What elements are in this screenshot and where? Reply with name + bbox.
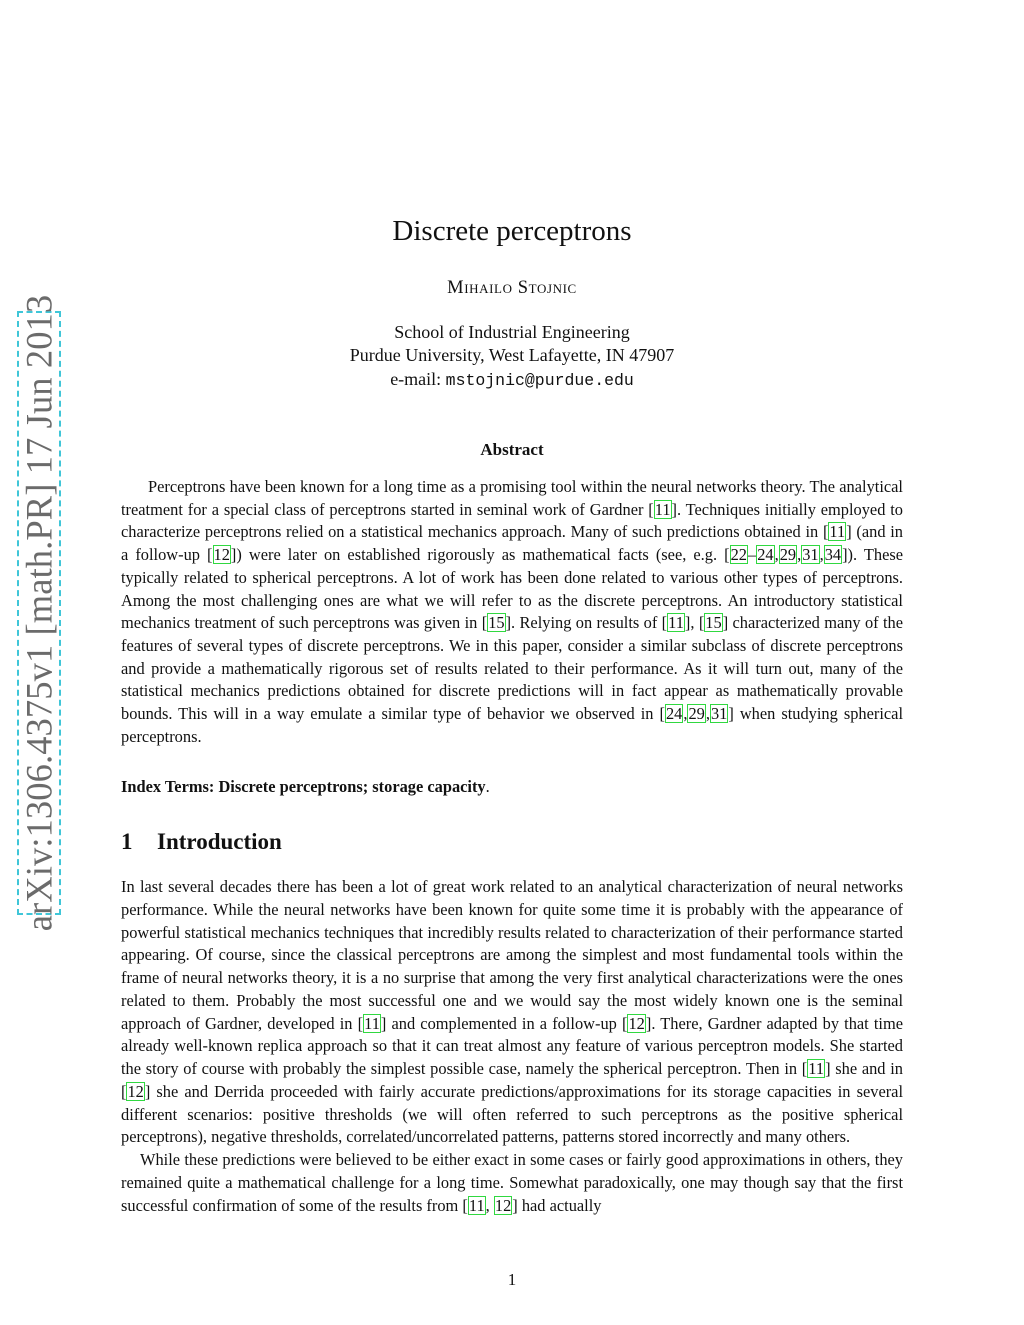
introduction-body (121, 876, 903, 1217)
citation-link[interactable]: 12 (213, 545, 230, 565)
citation-link[interactable]: 15 (705, 613, 722, 633)
arxiv-stamp[interactable]: arXiv:1306.4375v1 [math.PR] 17 Jun 2013 (18, 294, 60, 932)
section-title: Introduction (157, 829, 282, 854)
citation-link[interactable]: 22 (730, 545, 747, 565)
citation-link[interactable]: 12 (127, 1081, 144, 1101)
paper-title: Discrete perceptrons (392, 215, 632, 247)
citation-link[interactable]: 24 (665, 704, 683, 724)
index-terms: Index Terms: Discrete perceptrons; storage capacity. (121, 777, 490, 796)
citation-link[interactable]: 15 (488, 613, 505, 633)
citation-link[interactable]: 12 (494, 1195, 512, 1215)
citation-link[interactable]: 29 (779, 545, 797, 565)
abstract-heading: Abstract (480, 440, 544, 459)
citation-link[interactable]: 11 (829, 522, 846, 542)
abstract-body: Perceptrons have been known for a long time as a promising tool within the neural networks theory. The analytical treatment for a special class of perceptrons started in seminal work of Gardner [11]. Techniques initially employed to characterize perceptrons relied on a statistical mechanics approach. Many of such predictions obtained in [11] (and in a follow-up [12]) were later on established rigorously as mathematical facts (see, e.g. [22–24,29,31,34]). These typically related to spherical perceptrons. A lot of work has been done related to various other types of perceptrons. Among the most challenging ones are what we will refer to as the discrete perceptrons. An introductory statistical mechanics treatment of such perceptrons was given in [15]. Relying on results of [11], [15] characterized many of the features of several types of discrete perceptrons. We in this paper, consider a similar subclass of discrete perceptrons and provide a mathematically rigorous set of results related to their performance. As it will turn out, many of the statistical mechanics predictions obtained for discrete predictions will in fact appear as mathematically provable bounds. This will in a way emulate a similar type of behavior we observed in [24,29,31] when studying spherical perceptrons. (121, 477, 904, 746)
citation-link[interactable]: 11 (468, 1195, 485, 1215)
affiliation-school: School of Industrial Engineering (394, 322, 630, 342)
section-heading-introduction (121, 829, 282, 855)
citation-link[interactable]: 11 (364, 1013, 380, 1033)
page-number: 1 (507, 1270, 517, 1289)
email-address[interactable]: mstojnic@purdue.edu (445, 371, 634, 390)
citation-link[interactable]: 29 (688, 704, 705, 724)
intro-paragraph: In last several decades there has been a lot of great work related to an analytical characterization of neural networks performance. While the neural networks have been known for quite some time it is probably with the appearance of powerful statistical mechanics techniques that incredibly results related to characterization of their performance started appearing. Of course, since the classical perceptrons are among the simplest and most fundamental tools within the frame of neural networks theory, it is a no surprise that among the very first analytical characterizations were the ones related to them. Probably the most successful one and we would say the most widely known one is the seminal approach of Gardner, developed in [11] and complemented in a follow-up [12]. There, Gardner adapted by that time already well-known replica approach so that it can treat almost any feature of various perceptron models. She started the story of course with probably the simplest possible case, namely the spherical perceptron. Then in [11] she and in [12] she and Derrida proceeded with fairly accurate predictions/approximations for its storage capacities in several different scenarios: positive thresholds (we will often referred to such perceptrons as the positive spherical perceptrons), negative thresholds, correlated/uncorrelated patterns, patterns stored incorrectly and many others. (121, 877, 904, 1147)
index-terms-label: Index Terms: Discrete perceptrons; storage capacity (121, 777, 486, 796)
citation-link[interactable]: 11 (668, 613, 684, 633)
citation-link[interactable]: 11 (808, 1059, 825, 1078)
affiliation-email-line (0, 369, 1024, 390)
citation-link[interactable]: 31 (802, 545, 819, 565)
email-label: e-mail: (390, 369, 442, 389)
intro-paragraph: While these predictions were believed to be either exact in some cases or fairly good approximations in others, they remained quite a mathematical challenge for a long time. Somewhat paradoxically, one may though say that the first successful confirmation of some of the results from [11, 12] had actually (121, 1150, 903, 1215)
citation-link[interactable]: 34 (824, 545, 842, 565)
citation-link[interactable]: 24 (757, 545, 774, 565)
section-number: 1 (121, 829, 133, 854)
affiliation-university: Purdue University, West Lafayette, IN 47907 (349, 345, 675, 365)
author-name: Mihailo Stojnic (447, 278, 577, 298)
citation-link[interactable]: 12 (628, 1013, 645, 1033)
citation-link[interactable]: 11 (654, 499, 671, 519)
citation-link[interactable]: 31 (710, 704, 728, 724)
